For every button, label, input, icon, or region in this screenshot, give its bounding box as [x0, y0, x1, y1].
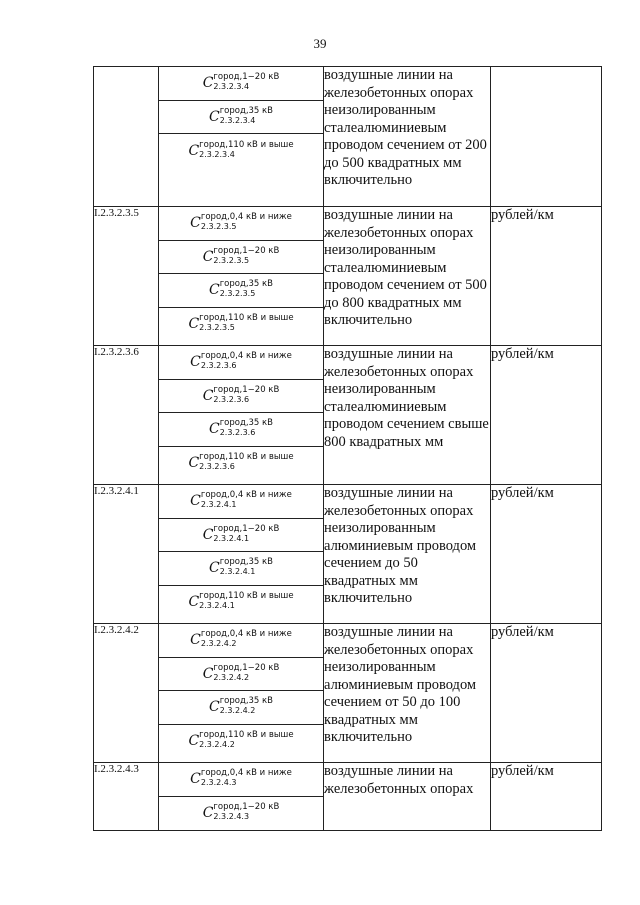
voltage-label: город,110 кВ и выше [199, 313, 294, 324]
formula-subscript: 2.3.2.4.2 [219, 706, 256, 716]
formula-subscript: 2.3.2.3.5 [199, 323, 235, 333]
voltage-label: город,110 кВ и выше [199, 452, 294, 463]
row-unit: рублей/км [491, 207, 602, 346]
formula-subscript: 2.3.2.3.5 [219, 289, 256, 299]
symbol-c: C [190, 215, 201, 232]
formula-subscript: 2.3.2.3.4 [219, 115, 256, 125]
row-code: I.2.3.2.3.5 [94, 207, 159, 346]
formula-35kv [159, 691, 323, 725]
voltage-label: город,1−20 кВ [213, 662, 280, 673]
formula-110kv [159, 725, 323, 759]
row-code: I.2.3.2.3.6 [94, 346, 159, 485]
formula-1-20kv [159, 797, 323, 831]
row-description: воздушные линии на железобетонных опорах неизолированным сталеалюминиевым проводом сечением свыше 800 квадратных мм [324, 346, 491, 485]
row-code: I.2.3.2.4.2 [94, 624, 159, 763]
symbol-c: C [202, 248, 214, 265]
voltage-label: город,1−20 кВ [213, 72, 280, 83]
formula-cell [159, 67, 324, 207]
formula-110kv [159, 586, 323, 620]
formula-subscript: 2.3.2.4.1 [213, 533, 250, 543]
symbol-c: C [202, 805, 214, 822]
row-code: I.2.3.2.4.1 [94, 485, 159, 624]
row-description: воздушные линии на железобетонных опорах неизолированным алюминиевым проводом сечением до 50 квадратных мм включительно [324, 485, 491, 624]
formula-04kv [159, 207, 323, 241]
table-row [94, 763, 602, 831]
row-unit: рублей/км [491, 624, 602, 763]
formula-35kv [159, 552, 323, 586]
voltage-label: город,110 кВ и выше [199, 591, 294, 602]
formula-35kv [159, 101, 323, 135]
formula-subscript: 2.3.2.3.6 [200, 361, 237, 371]
voltage-label: город,0,4 кВ и ниже [200, 490, 292, 501]
row-unit: рублей/км [491, 763, 602, 831]
formula-cell [159, 346, 324, 485]
voltage-label: город,35 кВ [219, 696, 274, 707]
row-unit [491, 67, 602, 207]
symbol-c: C [188, 316, 200, 333]
formula-subscript: 2.3.2.3.4 [199, 149, 235, 159]
table-row [94, 624, 602, 763]
symbol-c: C [208, 421, 220, 438]
row-description: воздушные линии на железобетонных опорах неизолированным сталеалюминиевым проводом сечением от 200 до 500 квадратных мм включительно [324, 67, 491, 207]
voltage-label: город,0,4 кВ и ниже [200, 212, 292, 223]
symbol-c: C [208, 699, 220, 716]
row-description: воздушные линии на железобетонных опорах неизолированным алюминиевым проводом сечением от 50 до 100 квадратных мм включительно [324, 624, 491, 763]
row-description: воздушные линии на железобетонных опорах [324, 763, 491, 831]
symbol-c: C [190, 354, 201, 371]
voltage-label: город,110 кВ и выше [199, 139, 294, 150]
symbol-c: C [202, 387, 214, 404]
row-unit: рублей/км [491, 485, 602, 624]
formula-cell [159, 763, 324, 831]
formula-110kv [159, 447, 323, 481]
formula-subscript: 2.3.2.3.5 [200, 222, 237, 232]
formula-04kv [159, 624, 323, 658]
formula-subscript: 2.3.2.4.1 [219, 567, 256, 577]
voltage-label: город,1−20 кВ [213, 802, 280, 813]
voltage-label: город,1−20 кВ [213, 384, 280, 395]
formula-04kv [159, 346, 323, 380]
symbol-c: C [190, 493, 201, 510]
voltage-label: город,0,4 кВ и ниже [200, 629, 292, 640]
formula-110kv [159, 308, 323, 342]
symbol-c: C [190, 771, 201, 788]
formula-1-20kv [159, 241, 323, 275]
formula-04kv [159, 763, 323, 797]
symbol-c: C [188, 733, 200, 750]
formula-subscript: 2.3.2.4.2 [199, 740, 235, 750]
voltage-label: город,35 кВ [219, 418, 274, 429]
voltage-label: город,0,4 кВ и ниже [200, 768, 292, 779]
table-row [94, 207, 602, 346]
symbol-c: C [202, 526, 214, 543]
tariff-table [93, 66, 602, 831]
symbol-c: C [208, 108, 220, 125]
formula-04kv [159, 485, 323, 519]
row-code: I.2.3.2.4.3 [94, 763, 159, 831]
voltage-label: город,35 кВ [219, 105, 274, 116]
symbol-c: C [190, 632, 201, 649]
formula-subscript: 2.3.2.4.3 [200, 778, 237, 788]
symbol-c: C [208, 560, 220, 577]
page-number: 39 [313, 36, 327, 51]
formula-35kv [159, 274, 323, 308]
symbol-c: C [188, 142, 200, 159]
formula-1-20kv [159, 380, 323, 414]
formula-1-20kv [159, 67, 323, 101]
formula-1-20kv [159, 658, 323, 692]
row-code [94, 67, 159, 207]
table-row [94, 346, 602, 485]
voltage-label: город,35 кВ [219, 557, 274, 568]
formula-subscript: 2.3.2.3.6 [213, 394, 250, 404]
symbol-c: C [208, 282, 220, 299]
formula-subscript: 2.3.2.3.4 [213, 82, 250, 92]
formula-110kv [159, 134, 323, 168]
symbol-c: C [202, 75, 214, 92]
formula-subscript: 2.3.2.4.2 [213, 672, 250, 682]
voltage-label: город,35 кВ [219, 279, 274, 290]
voltage-label: город,1−20 кВ [213, 523, 280, 534]
formula-subscript: 2.3.2.4.3 [213, 812, 250, 822]
formula-1-20kv [159, 519, 323, 553]
formula-cell [159, 207, 324, 346]
voltage-label: город,1−20 кВ [213, 245, 280, 256]
symbol-c: C [188, 594, 200, 611]
symbol-c: C [202, 665, 214, 682]
formula-subscript: 2.3.2.3.6 [199, 462, 235, 472]
table-row [94, 485, 602, 624]
formula-35kv [159, 413, 323, 447]
voltage-label: город,0,4 кВ и ниже [200, 351, 292, 362]
row-description: воздушные линии на железобетонных опорах неизолированным сталеалюминиевым проводом сечением от 500 до 800 квадратных мм включительно [324, 207, 491, 346]
formula-cell [159, 485, 324, 624]
formula-subscript: 2.3.2.4.1 [200, 500, 237, 510]
formula-subscript: 2.3.2.3.5 [213, 255, 250, 265]
table-row [94, 67, 602, 207]
symbol-c: C [188, 455, 200, 472]
row-unit: рублей/км [491, 346, 602, 485]
formula-subscript: 2.3.2.4.2 [200, 639, 237, 649]
formula-subscript: 2.3.2.3.6 [219, 428, 256, 438]
formula-cell [159, 624, 324, 763]
formula-subscript: 2.3.2.4.1 [199, 601, 235, 611]
voltage-label: город,110 кВ и выше [199, 730, 294, 741]
